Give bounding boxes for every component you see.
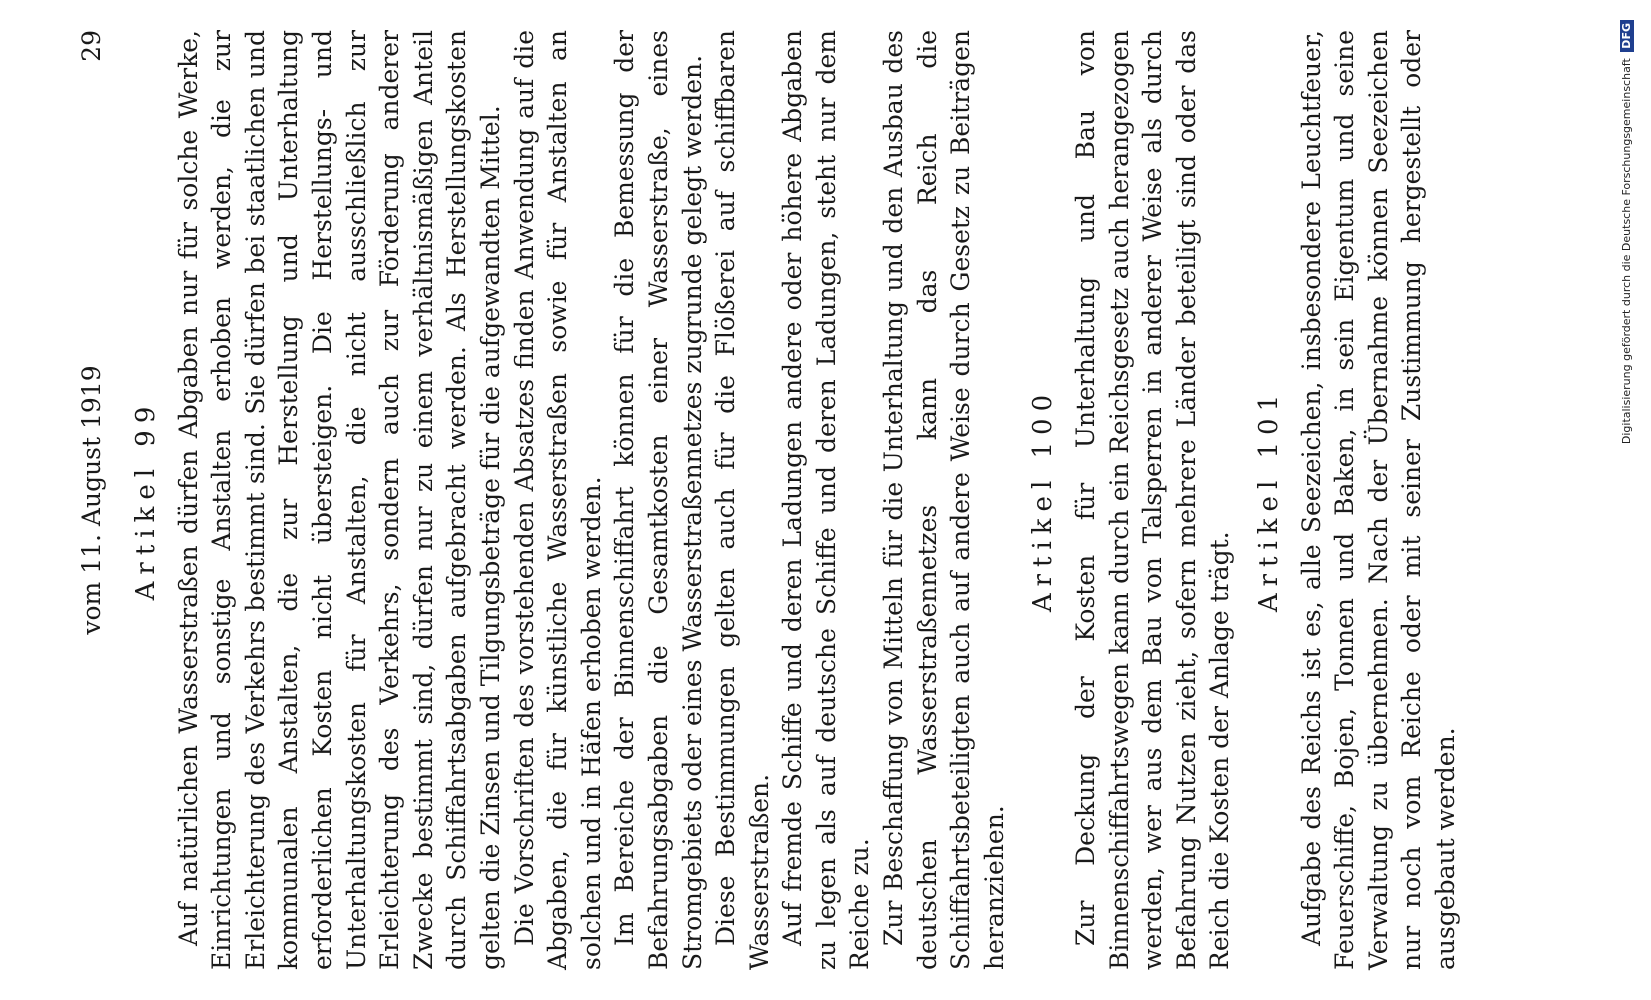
article-101 xyxy=(1253,30,1463,970)
paragraph: Zur Beschaffung von Mitteln für die Unterhaltung und den Ausbau des deutschen Wasserstraßennetzes kann das Reich die Schiffahrtsbeteiligten auch auf andere Weise durch Gesetz zu Beiträgen heranziehen. xyxy=(879,30,1009,970)
header-date: vom 11. August 1919 xyxy=(77,365,106,635)
dfg-logo: DFG xyxy=(1620,20,1634,52)
page-number: 29 xyxy=(77,30,106,62)
credit-text: Digitalisierung gefördert durch die Deutsche Forschungsgemeinschaft xyxy=(1620,58,1633,445)
paragraph: Auf natürlichen Wasserstraßen dürfen Abgaben nur für solche Werke, Einrichtungen und sonstige Anstalten erhoben werden, die zur Erleichterung des Verkehrs bestimmt sind. Sie dürfen bei staatlichen und kommunalen Anstalten, die zur Herstellung und Unterhaltung erforderlichen Kosten nicht übersteigen. Die Herstellungs- und Unterhaltungskosten für Anstalten, die nicht ausschließlich zur Erleichterung des Verkehrs, sondern auch zur Förderung anderer Zwecke bestimmt sind, dürfen nur zu einem verhältnismäßigen Anteil durch Schiffahrtsabgaben aufgebracht werden. Als Herstellungskosten gelten die Zinsen und Tilgungsbeträge für die aufgewandten Mittel. xyxy=(173,30,505,970)
paragraph: Aufgabe des Reichs ist es, alle Seezeichen, insbesondere Leuchtfeuer, Feuerschiffe, Bojen, Tonnen und Baken, in sein Eigentum und seine Verwaltung zu übernehmen. Nach der Übernahme können Seezeichen nur noch vom Reiche oder mit seiner Zustimmung hergestellt oder ausgebaut werden. xyxy=(1296,30,1460,970)
paragraph: Zur Deckung der Kosten für Unterhaltung und Bau von Binnenschiffahrtswegen kann durch ein Reichsgesetz auch herangezogen werden, wer aus dem Bau von Talsperren in anderer Weise als durch Befahrung Nutzen zieht, sofern mehrere Länder beteiligt sind oder das Reich die Kosten der Anlage trägt. xyxy=(1071,30,1235,970)
article-100 xyxy=(1027,30,1237,970)
document-body xyxy=(130,30,1463,970)
paragraph: Die Vorschriften des vorstehenden Absatzes finden Anwendung auf die Abgaben, die für künstliche Wasserstraßen sowie für Anstalten an solchen und in Häfen erhoben werden. xyxy=(509,30,606,970)
paragraph: Auf fremde Schiffe und deren Ladungen andere oder höhere Abgaben zu legen als auf deutsche Schiffe und deren Ladungen, steht nur dem Reiche zu. xyxy=(778,30,875,970)
digitization-credit-strip xyxy=(1617,20,1637,980)
article-title: Artikel 101 xyxy=(1254,387,1284,613)
article-title: Artikel 99 xyxy=(131,399,161,601)
article-title: Artikel 100 xyxy=(1028,387,1059,613)
digitization-credit xyxy=(1617,20,1637,980)
paragraph: Im Bereiche der Binnenschiffahrt können für die Bemessung der Befahrungsabgaben die Gesamtkosten einer Wasserstraße, eines Stromgebiets oder eines Wasserstraßennetzes zugrunde gelegt werden. xyxy=(610,30,707,970)
paragraph: Diese Bestimmungen gelten auch für die Flößerei auf schiffbaren Wasserstraßen. xyxy=(711,30,774,970)
article-99 xyxy=(130,30,1011,970)
